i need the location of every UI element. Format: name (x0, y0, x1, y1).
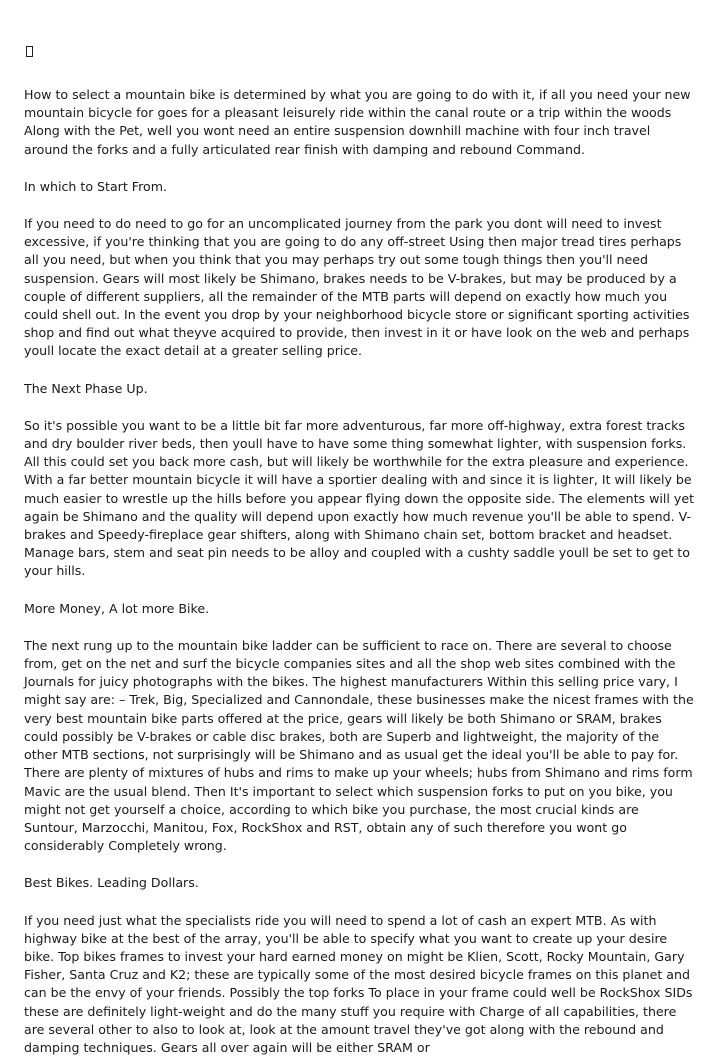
top-placeholder-glyph (24, 42, 696, 64)
paragraph-next-phase: So it's possible you want to be a little bit far more adventurous, far more off-highway, extra forest tracks and dry boulder river beds, then youll have to have some thing somewhat lighter, with suspension forks. All this could set you back more cash, but will likely be worthwhile for the extra pleasure and experience. With a far better mountain bicycle it will have a sportier dealing with and since it is lighter, It will likely be much easier to wrestle up the hills before you appear flying down the opposite side. The elements will yet again be Shimano and the quality will depend upon exactly how much revenue you'll be able to spend. V-brakes and Speedy-fireplace gear shifters, along with Shimano chain set, bottom bracket and headset. Manage bars, stem and seat pin needs to be alloy and coupled with a cushty saddle youll be set to get to your hills. (24, 417, 695, 579)
section-heading-start: In which to Start From. (24, 178, 168, 194)
paragraph-more-money-start: The next rung up to the mountain bike ladder can be sufficient to race (24, 637, 473, 653)
missing-glyph-icon (26, 46, 33, 57)
section-heading-more-money: More Money, A lot more Bike. (24, 600, 210, 616)
paragraph-intro: How to select a mountain bike is determined by what you are going to do with it, if all you need your new mountain bicycle for goes for a pleasant leisurely ride within the canal route or a trip within the woods Along with the Pet, well you wont need an entire suspension downhill machine with four inch travel around the forks and a fully articulated rear finish with damping and rebound Command. (24, 87, 691, 157)
paragraph-start: If you need to do need to go for an uncomplicated journey from the park you dont will need to invest excessive, if you're thinking that you are going to do any off-street Using then major tread tires perhaps all you need, but when you think that you may perhaps try out some tough things then you'll need suspension. Gears will most likely be Shimano, brakes needs to be V-brakes, but may be produced by a couple of different suppliers, all the remainder of the MTB parts will depend on exactly how much you could shell out. In the event you drop by your neighborhood bicycle store or significant sporting activities shop and find out what theyve acquired to provide, then invest in it or have look on the web and perhaps youll locate the exact detail at a greater selling price. (24, 216, 690, 359)
paragraph-more-money (24, 637, 696, 855)
section-heading-next-phase: The Next Phase Up. (24, 380, 148, 396)
paragraph-best-bikes: If you need just what the specialists ride you will need to spend a lot of cash an expert MTB. As with highway bike at the best of the array, you'll be able to specify what you want to create up your desire bike. Top bikes frames to invest your hard earned money on might be Klien, Scott, Rocky Mountain, Gary Fisher, Santa Cruz and K2; these are typically some of the most desired bicycle frames on this planet and can be the envy of your friends. Possibly the top forks To place in your frame could well be RockShox SIDs these are definitely light-weight and do the many stuff you require with Charge of all capabilities, there are several other to also to look at, look at the amount travel they've got along with the rebound and damping techniques. Gears all over again will be either SRAM or (24, 912, 693, 1055)
section-heading-best-bikes: Best Bikes. Leading Dollars. (24, 875, 199, 891)
paragraph-more-money-rest: on. There are several to choose from, get on the net and surf the bicycle companies sites and all the shop web sites combined with the Journals for juicy photographs with the bikes. The highest manufacturers Within this selling price vary, I might say are: – Trek, Big, Specialized and Cannondale, these businesses make the nicest frames with the very best mountain bike parts offered at the price, gears will likely be both Shimano or SRAM, brakes could possibly be V-brakes or cable disc brakes, both are Superb and lightweight, the majority of the other MTB sections, not surprisingly will be Shimano and as usual get the ideal you'll be able to pay for. There are plenty of mixtures of hubs and rims to make up your wheels; hubs from Shimano and rims form Mavic are the usual blend. Then It's important to select which suspension forks to put on you bike, you might not get yourself a choice, according to which bike you purchase, the most crucial kinds are Suntour, Marzocchi, Manitou, Fox, RockShox and RST, obtain any of such therefore you wont go considerably Completely wrong. (24, 637, 694, 854)
